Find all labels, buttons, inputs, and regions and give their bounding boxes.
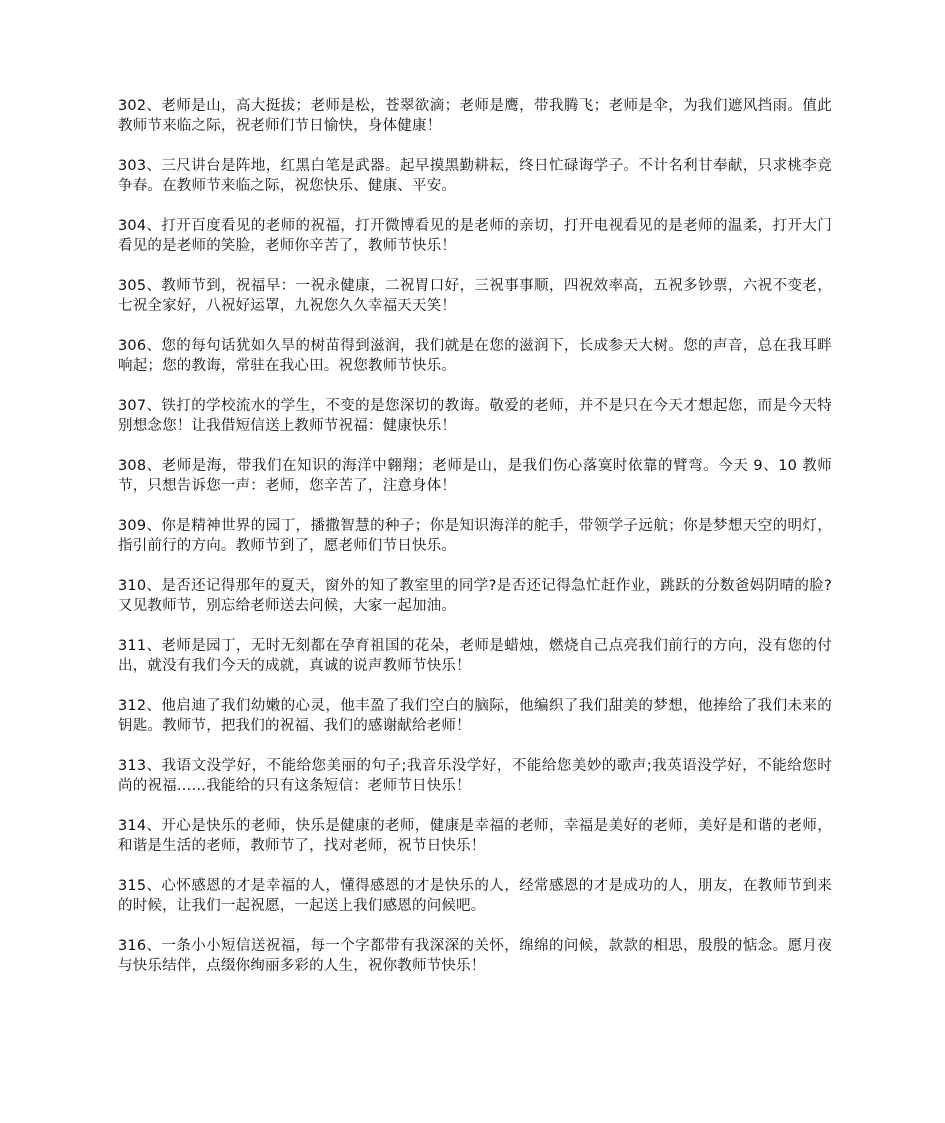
paragraph-304: 304、打开百度看见的老师的祝福，打开微博看见的是老师的亲切，打开电视看见的是老师的温柔，打开大门看见的是老师的笑脸，老师你辛苦了，教师节快乐！ xyxy=(118,218,832,254)
paragraph-314: 314、开心是快乐的老师，快乐是健康的老师，健康是幸福的老师，幸福是美好的老师，美好是和谐的老师，和谐是生活的老师，教师节了，找对老师，祝节日快乐！ xyxy=(118,818,832,854)
paragraph-302: 302、老师是山，高大挺拔；老师是松，苍翠欲滴；老师是鹰，带我腾飞；老师是伞，为我们遮风挡雨。值此教师节来临之际，祝老师们节日愉快，身体健康！ xyxy=(118,98,832,134)
document-body xyxy=(118,96,832,996)
paragraph-316: 316、一条小小短信送祝福，每一个字都带有我深深的关怀，绵绵的问候，款款的相思，殷殷的惦念。愿月夜与快乐结伴，点缀你绚丽多彩的人生，祝你教师节快乐！ xyxy=(118,938,832,974)
paragraph-309: 309、你是精神世界的园丁，播撒智慧的种子；你是知识海洋的舵手，带领学子远航；你是梦想天空的明灯，指引前行的方向。教师节到了，愿老师们节日快乐。 xyxy=(118,518,832,554)
paragraph-310: 310、是否还记得那年的夏天，窗外的知了教室里的同学?是否还记得急忙赶作业，跳跃的分数爸妈阴晴的脸?又见教师节，别忘给老师送去问候，大家一起加油。 xyxy=(118,578,832,614)
paragraph-307: 307、铁打的学校流水的学生，不变的是您深切的教诲。敬爱的老师，并不是只在今天才想起您，而是今天特别想念您！让我借短信送上教师节祝福：健康快乐！ xyxy=(118,398,832,434)
paragraph-315: 315、心怀感恩的才是幸福的人，懂得感恩的才是快乐的人，经常感恩的才是成功的人，朋友，在教师节到来的时候，让我们一起祝愿，一起送上我们感恩的问候吧。 xyxy=(118,878,832,914)
paragraph-305: 305、教师节到，祝福早：一祝永健康，二祝胃口好，三祝事事顺，四祝效率高，五祝多钞票，六祝不变老，七祝全家好，八祝好运罩，九祝您久久幸福天天笑！ xyxy=(118,278,832,314)
paragraph-312: 312、他启迪了我们幼嫩的心灵，他丰盈了我们空白的脑际，他编织了我们甜美的梦想，他捧给了我们未来的钥匙。教师节，把我们的祝福、我们的感谢献给老师！ xyxy=(118,698,832,734)
paragraph-303: 303、三尺讲台是阵地，红黑白笔是武器。起早摸黑勤耕耘，终日忙碌诲学子。不计名利甘奉献，只求桃李竞争春。在教师节来临之际，祝您快乐、健康、平安。 xyxy=(118,158,832,194)
paragraph-311: 311、老师是园丁，无时无刻都在孕育祖国的花朵，老师是蜡烛，燃烧自己点亮我们前行的方向，没有您的付出，就没有我们今天的成就，真诚的说声教师节快乐！ xyxy=(118,638,832,674)
paragraph-308: 308、老师是海，带我们在知识的海洋中翱翔；老师是山，是我们伤心落寞时依靠的臂弯。今天 9、10 教师节，只想告诉您一声：老师，您辛苦了，注意身体！ xyxy=(118,458,832,494)
paragraph-313: 313、我语文没学好，不能给您美丽的句子;我音乐没学好，不能给您美妙的歌声;我英语没学好，不能给您时尚的祝福……我能给的只有这条短信：老师节日快乐！ xyxy=(118,758,832,794)
paragraph-306: 306、您的每句话犹如久旱的树苗得到滋润，我们就是在您的滋润下，长成参天大树。您的声音，总在我耳畔响起；您的教诲，常驻在我心田。祝您教师节快乐。 xyxy=(118,338,832,374)
